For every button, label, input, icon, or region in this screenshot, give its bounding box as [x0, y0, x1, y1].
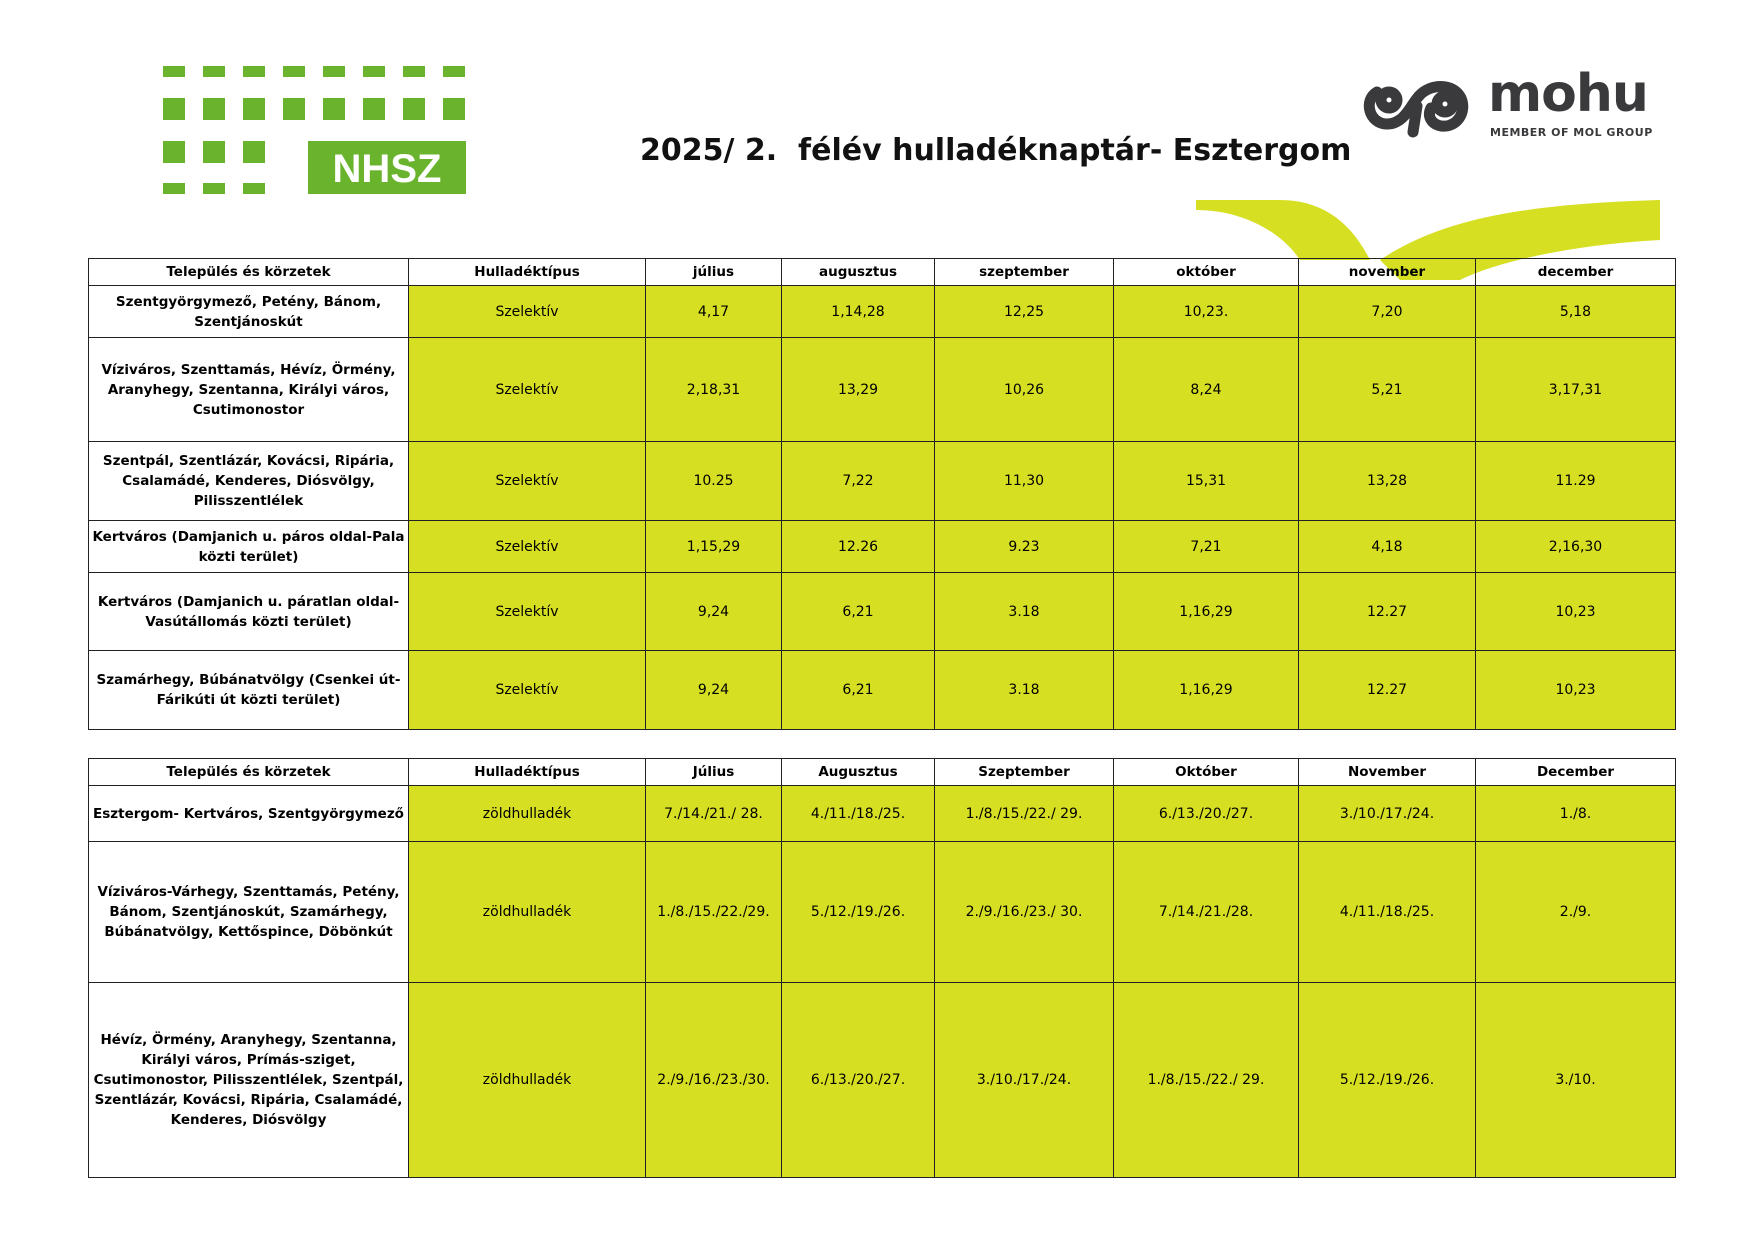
date-cell: 1./8./15./22./ 29.	[1114, 983, 1299, 1178]
date-cell: 5,21	[1299, 338, 1476, 442]
date-cell: 5./12./19./26.	[1299, 983, 1476, 1178]
waste-type-cell: Szelektív	[409, 286, 646, 338]
date-cell: 13,29	[782, 338, 935, 442]
area-cell: Hévíz, Örmény, Aranyhegy, Szentanna, Királyi város, Prímás-sziget, Csutimonostor, Pilisszentlélek, Szentpál, Szentlázár, Kovácsi, Ripária, Csalamádé, Kenderes, Diósvölgy	[89, 983, 409, 1178]
date-cell: 1,15,29	[646, 521, 782, 573]
column-header: október	[1114, 259, 1299, 286]
area-cell: Kertváros (Damjanich u. páros oldal-Pala közti terület)	[89, 521, 409, 573]
column-header: november	[1299, 259, 1476, 286]
area-cell: Szentpál, Szentlázár, Kovácsi, Ripária, Csalamádé, Kenderes, Diósvölgy, Pilisszentlélek	[89, 442, 409, 521]
page-title: 2025/ 2. félév hulladéknaptár- Esztergom	[640, 133, 1352, 168]
date-cell: 6./13./20./27.	[1114, 786, 1299, 842]
date-cell: 2./9./16./23./30.	[646, 983, 782, 1178]
date-cell: 3,17,31	[1476, 338, 1676, 442]
column-header: Település és körzetek	[89, 259, 409, 286]
column-header: Szeptember	[935, 759, 1114, 786]
column-header: Település és körzetek	[89, 759, 409, 786]
date-cell: 12.27	[1299, 651, 1476, 730]
date-cell: 10,23	[1476, 651, 1676, 730]
date-cell: 7,21	[1114, 521, 1299, 573]
column-header: augusztus	[782, 259, 935, 286]
date-cell: 3./10.	[1476, 983, 1676, 1178]
nhsz-logo	[163, 66, 481, 194]
column-header: július	[646, 259, 782, 286]
date-cell: 9,24	[646, 651, 782, 730]
area-cell: Esztergom- Kertváros, Szentgyörgymező	[89, 786, 409, 842]
selective-waste-table	[88, 258, 1676, 730]
waste-type-cell: zöldhulladék	[409, 983, 646, 1178]
date-cell: 7,20	[1299, 286, 1476, 338]
date-cell: 15,31	[1114, 442, 1299, 521]
date-cell: 1,16,29	[1114, 573, 1299, 651]
date-cell: 10,23	[1476, 573, 1676, 651]
area-cell: Víziváros, Szenttamás, Hévíz, Örmény, Aranyhegy, Szentanna, Királyi város, Csutimonostor	[89, 338, 409, 442]
table-row	[89, 338, 1676, 442]
waste-type-cell: zöldhulladék	[409, 842, 646, 983]
date-cell: 1./8./15./22./ 29.	[935, 786, 1114, 842]
nhsz-logo-text: NHSZ	[332, 147, 442, 191]
column-header: Hulladéktípus	[409, 759, 646, 786]
waste-type-cell: Szelektív	[409, 338, 646, 442]
date-cell: 4./11./18./25.	[782, 786, 935, 842]
area-cell: Víziváros-Várhegy, Szenttamás, Petény, Bánom, Szentjánoskút, Szamárhegy, Búbánatvölgy, Kettőspince, Döbönkút	[89, 842, 409, 983]
date-cell: 10,23.	[1114, 286, 1299, 338]
area-cell: Kertváros (Damjanich u. páratlan oldal-Vasútállomás közti terület)	[89, 573, 409, 651]
date-cell: 7,22	[782, 442, 935, 521]
date-cell: 6,21	[782, 651, 935, 730]
table-row	[89, 573, 1676, 651]
date-cell: 9.23	[935, 521, 1114, 573]
table-header-row	[89, 259, 1676, 286]
date-cell: 4./11./18./25.	[1299, 842, 1476, 983]
column-header: Július	[646, 759, 782, 786]
date-cell: 13,28	[1299, 442, 1476, 521]
date-cell: 3./10./17./24.	[1299, 786, 1476, 842]
date-cell: 10,26	[935, 338, 1114, 442]
table-header-row	[89, 759, 1676, 786]
column-header: Október	[1114, 759, 1299, 786]
date-cell: 4,17	[646, 286, 782, 338]
table-row	[89, 842, 1676, 983]
date-cell: 5,18	[1476, 286, 1676, 338]
date-cell: 7./14./21./28.	[1114, 842, 1299, 983]
date-cell: 10.25	[646, 442, 782, 521]
date-cell: 1./8.	[1476, 786, 1676, 842]
mohu-subtitle: MEMBER OF MOL GROUP	[1490, 126, 1653, 139]
table-row	[89, 786, 1676, 842]
mohu-logo-text: mohu	[1488, 64, 1648, 124]
waste-type-cell: Szelektív	[409, 573, 646, 651]
date-cell: 12.27	[1299, 573, 1476, 651]
date-cell: 4,18	[1299, 521, 1476, 573]
date-cell: 9,24	[646, 573, 782, 651]
date-cell: 12.26	[782, 521, 935, 573]
waste-type-cell: Szelektív	[409, 442, 646, 521]
date-cell: 2,16,30	[1476, 521, 1676, 573]
table-row	[89, 521, 1676, 573]
date-cell: 2,18,31	[646, 338, 782, 442]
date-cell: 1./8./15./22./29.	[646, 842, 782, 983]
date-cell: 5./12./19./26.	[782, 842, 935, 983]
date-cell: 1,16,29	[1114, 651, 1299, 730]
date-cell: 2./9./16./23./ 30.	[935, 842, 1114, 983]
date-cell: 11.29	[1476, 442, 1676, 521]
column-header: december	[1476, 259, 1676, 286]
date-cell: 3.18	[935, 651, 1114, 730]
waste-type-cell: zöldhulladék	[409, 786, 646, 842]
area-cell: Szamárhegy, Búbánatvölgy (Csenkei út-Fárikúti út közti terület)	[89, 651, 409, 730]
date-cell: 12,25	[935, 286, 1114, 338]
table-row	[89, 651, 1676, 730]
table-row	[89, 442, 1676, 521]
date-cell: 8,24	[1114, 338, 1299, 442]
column-header: November	[1299, 759, 1476, 786]
date-cell: 3./10./17./24.	[935, 983, 1114, 1178]
waste-type-cell: Szelektív	[409, 651, 646, 730]
date-cell: 6,21	[782, 573, 935, 651]
date-cell: 3.18	[935, 573, 1114, 651]
area-cell: Szentgyörgymező, Petény, Bánom, Szentjánoskút	[89, 286, 409, 338]
table-row	[89, 286, 1676, 338]
date-cell: 11,30	[935, 442, 1114, 521]
waste-type-cell: Szelektív	[409, 521, 646, 573]
date-cell: 7./14./21./ 28.	[646, 786, 782, 842]
date-cell: 1,14,28	[782, 286, 935, 338]
date-cell: 2./9.	[1476, 842, 1676, 983]
green-waste-table	[88, 758, 1676, 1178]
table-row	[89, 983, 1676, 1178]
column-header: szeptember	[935, 259, 1114, 286]
column-header: Hulladéktípus	[409, 259, 646, 286]
column-header: December	[1476, 759, 1676, 786]
column-header: Augusztus	[782, 759, 935, 786]
date-cell: 6./13./20./27.	[782, 983, 935, 1178]
